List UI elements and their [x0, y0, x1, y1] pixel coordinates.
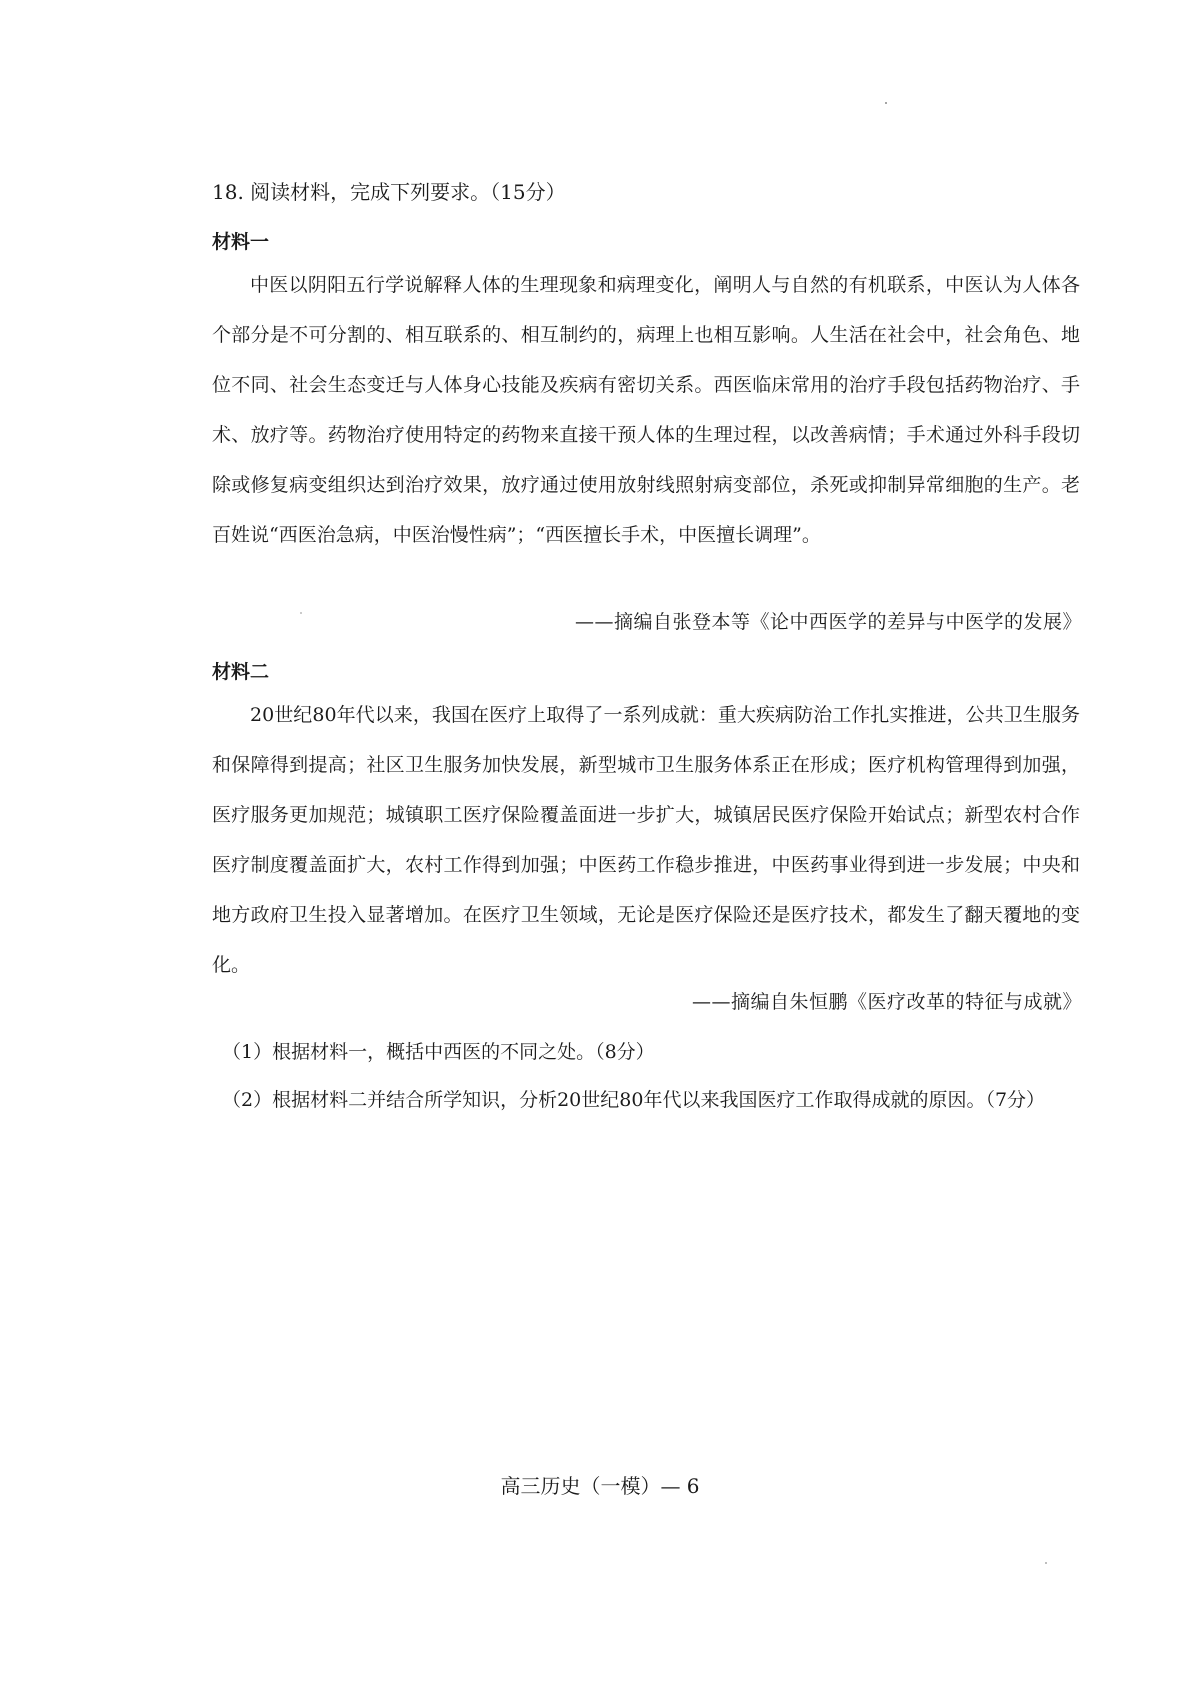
- material-one-body: 中医以阴阳五行学说解释人体的生理现象和病理变化，阐明人与自然的有机联系，中医认为人体各个部分是不可分割的、相互联系的、相互制约的，病理上也相互影响。人生活在社会中，社会角色、地位不同、社会生态变迁与人体身心技能及疾病有密切关系。西医临床常用的治疗手段包括药物治疗、手术、放疗等。药物治疗使用特定的药物来直接干预人体的生理过程，以改善病情；手术通过外科手段切除或修复病变组织达到治疗效果，放疗通过使用放射线照射病变部位，杀死或抑制异常细胞的生产。老百姓说“西医治急病，中医治慢性病”；“西医擅长手术，中医擅长调理”。: [212, 274, 1080, 546]
- material-two-body: 20世纪80年代以来，我国在医疗上取得了一系列成就：重大疾病防治工作扎实推进，公共卫生服务和保障得到提高；社区卫生服务加快发展，新型城市卫生服务体系正在形成；医疗机构管理得到加强，医疗服务更加规范；城镇职工医疗保险覆盖面进一步扩大，城镇居民医疗保险开始试点；新型农村合作医疗制度覆盖面扩大，农村工作得到加强；中医药工作稳步推进，中医药事业得到进一步发展；中央和地方政府卫生投入显著增加。在医疗卫生领域，无论是医疗保险还是医疗技术，都发生了翻天覆地的变化。: [212, 704, 1080, 976]
- scan-speck: [1045, 1562, 1047, 1564]
- scan-speck: [300, 612, 302, 614]
- sub-question-2: （2）根据材料二并结合所学知识，分析20世纪80年代以来我国医疗工作取得成就的原因。（7分）: [222, 1089, 1046, 1111]
- material-one-source: ——摘编自张登本等《论中西医学的差异与中医学的发展》: [574, 611, 1082, 633]
- question-heading: 18. 阅读材料，完成下列要求。（15分）: [212, 180, 566, 204]
- material-two-source: ——摘编自朱恒鹏《医疗改革的特征与成就》: [691, 991, 1082, 1013]
- sub-question-1: （1）根据材料一，概括中西医的不同之处。（8分）: [222, 1041, 655, 1063]
- material-two-heading: 材料二: [212, 661, 270, 683]
- page-footer: 高三历史（一模）— 6: [500, 1474, 700, 1498]
- material-one-heading: 材料一: [212, 231, 270, 253]
- scan-speck: [885, 102, 887, 104]
